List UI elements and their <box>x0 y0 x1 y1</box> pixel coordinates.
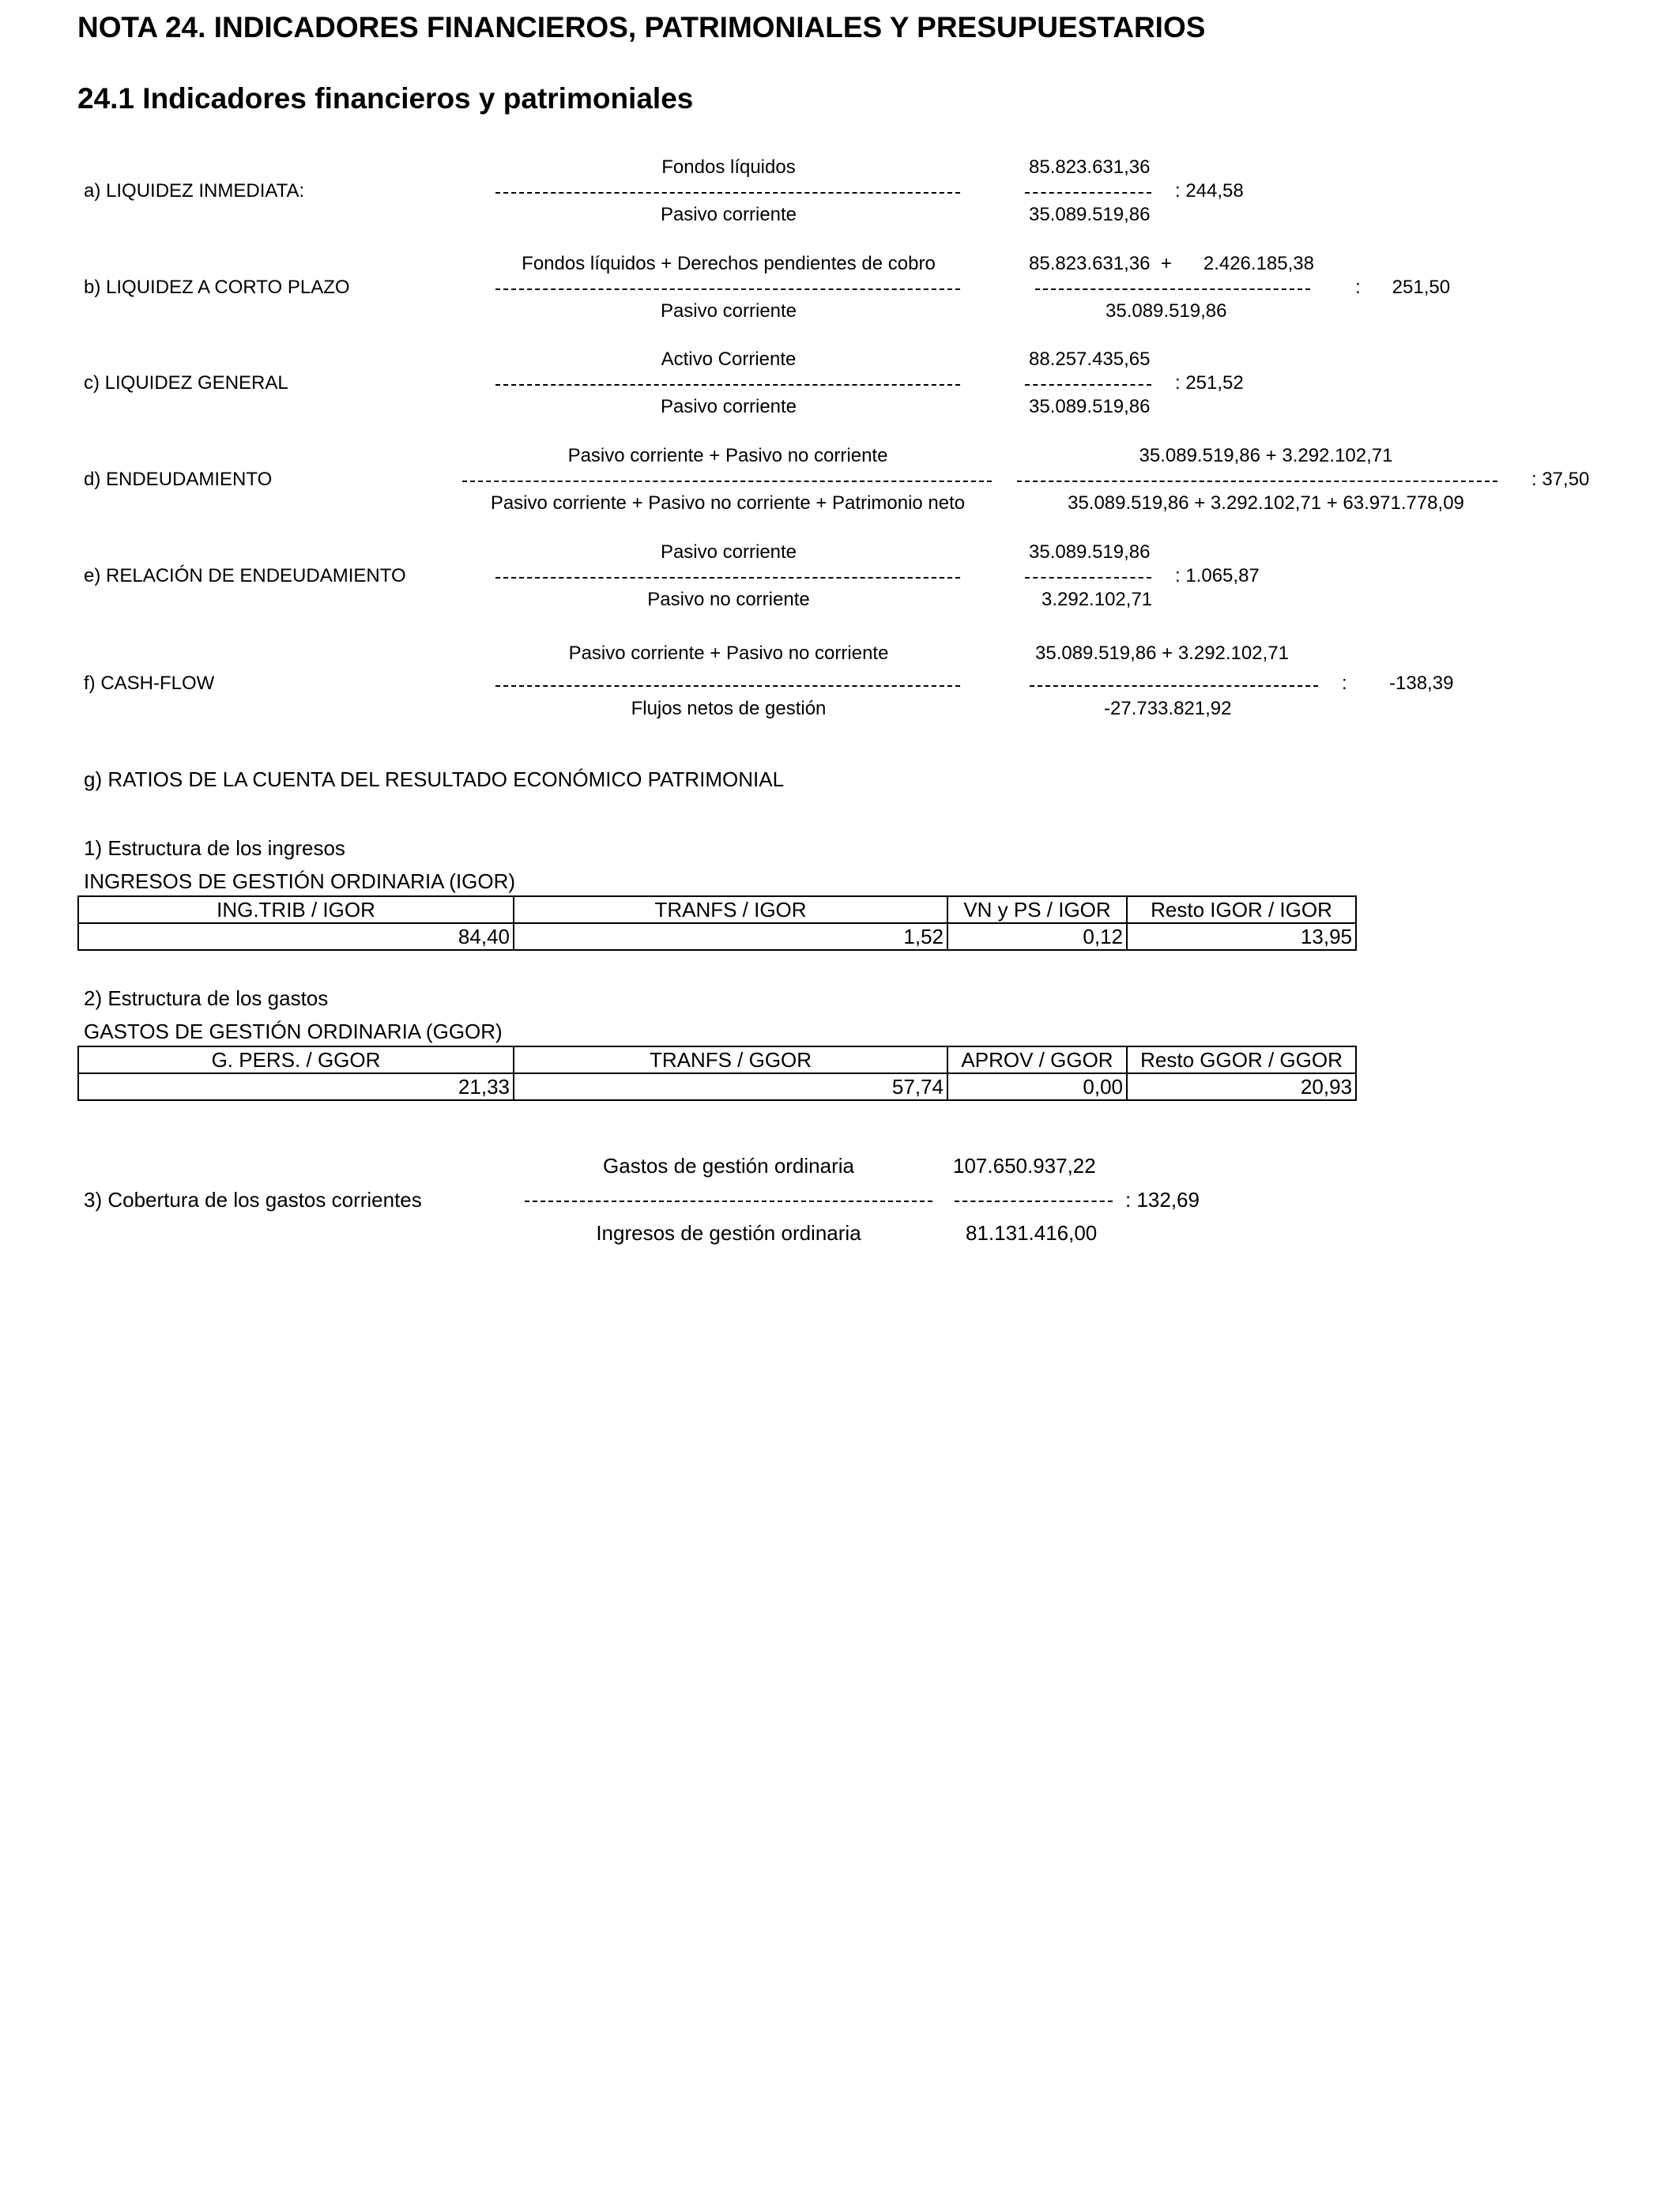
numerator-value: 35.089.519,86 + 3.292.102,71 <box>1139 445 1393 466</box>
numerator-value: 35.089.519,86 + 3.292.102,71 <box>1035 643 1289 664</box>
numerator-value: 107.650.937,22 <box>953 1154 1096 1178</box>
indicator-result: : 244,58 <box>1175 180 1244 202</box>
denominator-label: Pasivo no corriente <box>647 589 810 610</box>
numerator-label: Activo Corriente <box>661 349 797 370</box>
table-header-cell: G. PERS. / GGOR <box>78 1046 514 1073</box>
fraction-line <box>495 577 960 579</box>
indicator-result: : 37,50 <box>1531 469 1590 490</box>
numerator-label: Pasivo corriente + Pasivo no corriente <box>567 445 888 466</box>
ratios-title: g) RATIOS DE LA CUENTA DEL RESULTADO ECONÓMICO PATRIMONIAL <box>84 767 785 791</box>
fraction-line <box>495 288 960 290</box>
table-header-cell: APROV / GGOR <box>947 1046 1127 1073</box>
indicator-result: : 251,50 <box>1355 277 1451 298</box>
expenses-table <box>77 1046 1357 1101</box>
table-row <box>78 1073 1356 1100</box>
numerator-value: 85.823.631,36 <box>1029 156 1151 178</box>
indicator-result: : -138,39 <box>1342 673 1454 694</box>
table-cell: 20,93 <box>1127 1073 1356 1100</box>
denominator-label: Flujos netos de gestión <box>631 698 827 719</box>
denominator-label: Pasivo corriente <box>660 204 797 225</box>
indicator-label: f) CASH-FLOW <box>84 673 215 694</box>
page-title: NOTA 24. INDICADORES FINANCIEROS, PATRIMONIALES Y PRESUPUESTARIOS <box>77 11 1206 43</box>
table-row <box>78 923 1356 950</box>
table-cell: 21,33 <box>78 1073 514 1100</box>
fraction-line <box>1017 481 1497 482</box>
table-header-cell: Resto GGOR / GGOR <box>1127 1046 1356 1073</box>
table-header-cell: Resto IGOR / IGOR <box>1127 896 1356 923</box>
numerator-label: Gastos de gestión ordinaria <box>603 1154 854 1178</box>
table-cell: 13,95 <box>1127 923 1356 950</box>
table-cell: 0,12 <box>947 923 1127 950</box>
income-table <box>77 895 1357 951</box>
income-subtitle: 1) Estructura de los ingresos <box>84 836 345 860</box>
denominator-value: 3.292.102,71 <box>1042 589 1153 610</box>
indicator-label: a) LIQUIDEZ INMEDIATA: <box>84 180 305 202</box>
table-cell: 1,52 <box>514 923 947 950</box>
fraction-line <box>1030 685 1318 687</box>
fraction-line <box>1025 577 1151 579</box>
denominator-value: 35.089.519,86 <box>1029 396 1151 417</box>
fraction-line <box>495 192 960 194</box>
denominator-label: Pasivo corriente <box>660 396 797 417</box>
fraction-line <box>1035 288 1310 290</box>
denominator-value: -27.733.821,92 <box>1104 698 1232 719</box>
indicator-label: d) ENDEUDAMIENTO <box>84 469 273 490</box>
income-table-title: INGRESOS DE GESTIÓN ORDINARIA (IGOR) <box>84 869 516 893</box>
expenses-subtitle: 2) Estructura de los gastos <box>84 986 329 1010</box>
table-header-cell: ING.TRIB / IGOR <box>78 896 514 923</box>
indicator-result: : 1.065,87 <box>1175 565 1260 586</box>
numerator-value: 88.257.435,65 <box>1029 349 1151 370</box>
fraction-line <box>1025 384 1151 386</box>
numerator-label: Fondos líquidos <box>661 156 796 178</box>
table-header-row <box>78 1046 1356 1073</box>
fraction-line <box>462 481 992 482</box>
indicator-label: e) RELACIÓN DE ENDEUDAMIENTO <box>84 565 406 586</box>
denominator-label: Ingresos de gestión ordinaria <box>596 1221 861 1245</box>
fraction-line <box>955 1201 1113 1202</box>
denominator-label: Pasivo corriente <box>660 300 797 322</box>
table-cell: 0,00 <box>947 1073 1127 1100</box>
denominator-value: 35.089.519,86 <box>1029 204 1151 225</box>
numerator-label: Pasivo corriente <box>660 541 797 563</box>
table-header-cell: TRANFS / IGOR <box>514 896 947 923</box>
indicator-label: b) LIQUIDEZ A CORTO PLAZO <box>84 277 350 298</box>
denominator-label: Pasivo corriente + Pasivo no corriente + Patrimonio neto <box>490 492 966 514</box>
indicator-result: : 251,52 <box>1175 372 1244 394</box>
numerator-value: 85.823.631,36 + 2.426.185,38 <box>1029 253 1314 274</box>
indicator-label: c) LIQUIDEZ GENERAL <box>84 372 288 394</box>
table-header-row <box>78 896 1356 923</box>
fraction-line <box>495 685 960 687</box>
expenses-table-title: GASTOS DE GESTIÓN ORDINARIA (GGOR) <box>84 1020 503 1043</box>
coverage-result: : 132,69 <box>1125 1188 1200 1212</box>
table-header-cell: TRANFS / GGOR <box>514 1046 947 1073</box>
numerator-label: Pasivo corriente + Pasivo no corriente <box>568 643 889 664</box>
section-title: 24.1 Indicadores financieros y patrimoniales <box>77 82 694 115</box>
denominator-value: 35.089.519,86 <box>1106 300 1227 322</box>
denominator-value: 35.089.519,86 + 3.292.102,71 + 63.971.778,09 <box>1068 492 1464 514</box>
table-cell: 84,40 <box>78 923 514 950</box>
fraction-line <box>1025 192 1151 194</box>
table-cell: 57,74 <box>514 1073 947 1100</box>
fraction-line <box>495 384 960 386</box>
fraction-line <box>525 1201 932 1202</box>
numerator-value: 35.089.519,86 <box>1029 541 1151 563</box>
denominator-value: 81.131.416,00 <box>966 1221 1098 1245</box>
coverage-label: 3) Cobertura de los gastos corrientes <box>84 1188 422 1212</box>
table-header-cell: VN y PS / IGOR <box>947 896 1127 923</box>
numerator-label: Fondos líquidos + Derechos pendientes de cobro <box>522 253 936 274</box>
